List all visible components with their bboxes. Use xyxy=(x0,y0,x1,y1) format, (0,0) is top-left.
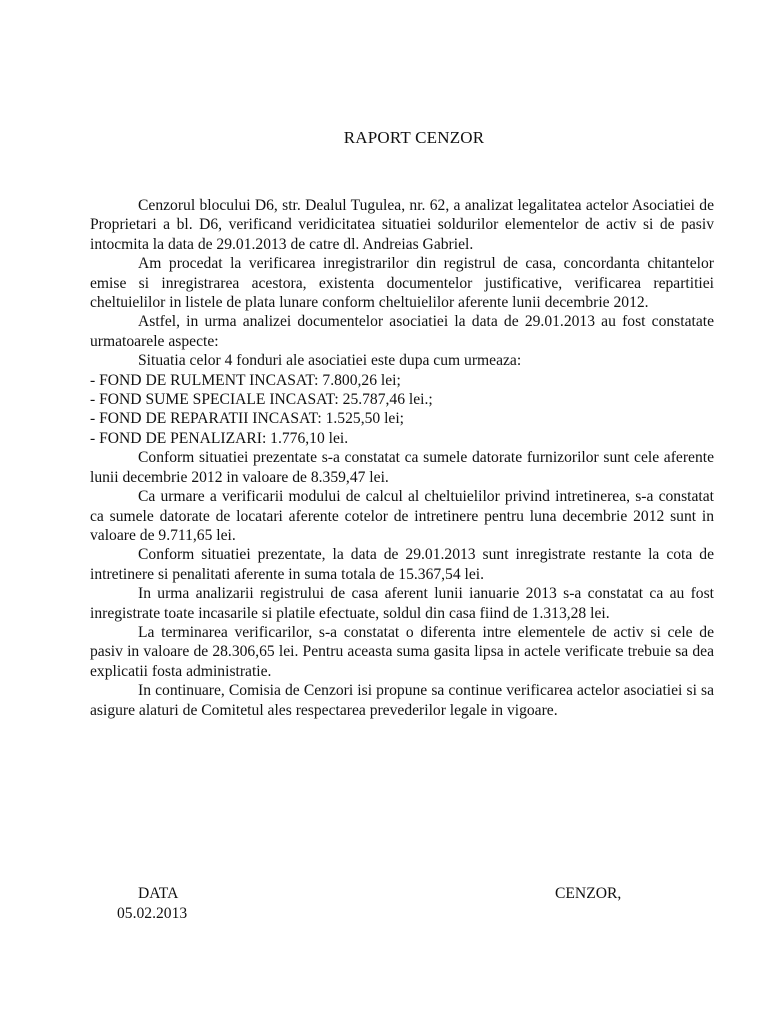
footer-date-label: DATA xyxy=(138,885,179,902)
footer-signature-label: CENZOR, xyxy=(555,885,622,902)
paragraph-findings-intro: Astfel, in urma analizei documentelor asociatiei la data de 29.01.2013 au fost constatate urmatoarele aspecte: xyxy=(90,313,714,350)
paragraph-arrears: Conform situatiei prezentate, la data de 29.01.2013 sunt inregistrate restante la cota de intretinere si penalitati aferente in suma totala de 15.367,54 lei. xyxy=(90,546,714,583)
document-title: RAPORT CENZOR xyxy=(343,128,485,147)
paragraph-funds-intro: Situatia celor 4 fonduri ale asociatiei este dupa cum urmeaza: xyxy=(138,352,522,370)
paragraph-suppliers: Conform situatiei prezentate s-a constatat ca sumele datorate furnizorilor sunt cele aferente lunii decembrie 2012 in valoare de 8.359,47 lei. xyxy=(90,449,714,486)
paragraph-conclusion: In continuare, Comisia de Cenzori isi propune sa continue verificarea actelor asociatiei si sa asigure alaturi de Comitetul ales respectarea prevederilor legale in vigoare. xyxy=(90,682,714,719)
paragraph-difference: La terminarea verificarilor, s-a constatat o diferenta intre elementele de activ si cele de pasiv in valoare de 28.306,65 lei. Pentru aceasta suma gasita lipsa in actele verificate trebuie sa dea explicatii fosta administratie. xyxy=(90,623,714,680)
fund-item-reparatii: - FOND DE REPARATII INCASAT: 1.525,50 lei; xyxy=(90,410,404,428)
footer-date-value: 05.02.2013 xyxy=(117,905,188,922)
fund-list xyxy=(90,371,714,449)
fund-item-penalizari: - FOND DE PENALIZARI: 1.776,10 lei. xyxy=(90,429,349,447)
paragraph-procedure: Am procedat la verificarea inregistrarilor din registrul de casa, concordanta chitantelor emise si inregistrarea acestora, existenta documentelor justificative, verificarea repartitiei cheltuielilor in listele de plata lunare conform cheltuielilor aferente lunii decembrie 2012. xyxy=(90,255,714,312)
paragraph-cash-register: In urma analizarii registrului de casa aferent lunii ianuarie 2013 s-a constatat ca au fost inregistrate toate incasarile si platile efectuate, soldul din casa fiind de 1.313,28 lei. xyxy=(90,585,714,622)
fund-item-rulment: - FOND DE RULMENT INCASAT: 7.800,26 lei; xyxy=(90,371,401,389)
document-body xyxy=(90,196,714,720)
fund-item-sume-speciale: - FOND SUME SPECIALE INCASAT: 25.787,46 lei.; xyxy=(90,391,433,409)
paragraph-intro: Cenzorul blocului D6, str. Dealul Tugulea, nr. 62, a analizat legalitatea actelor Asociatiei de Proprietari a bl. D6, verificand veridicitatea situatiei soldurilor elementelor de activ si de pasiv intocmita la data de 29.01.2013 de catre dl. Andreias Gabriel. xyxy=(90,197,714,253)
paragraph-tenants: Ca urmare a verificarii modului de calcul al cheltuielilor privind intretinerea, s-a constatat ca sumele datorate de locatari aferente cotelor de intretinere pentru luna decembrie 2012 sunt in valoare de 9.711,65 lei. xyxy=(90,488,714,544)
